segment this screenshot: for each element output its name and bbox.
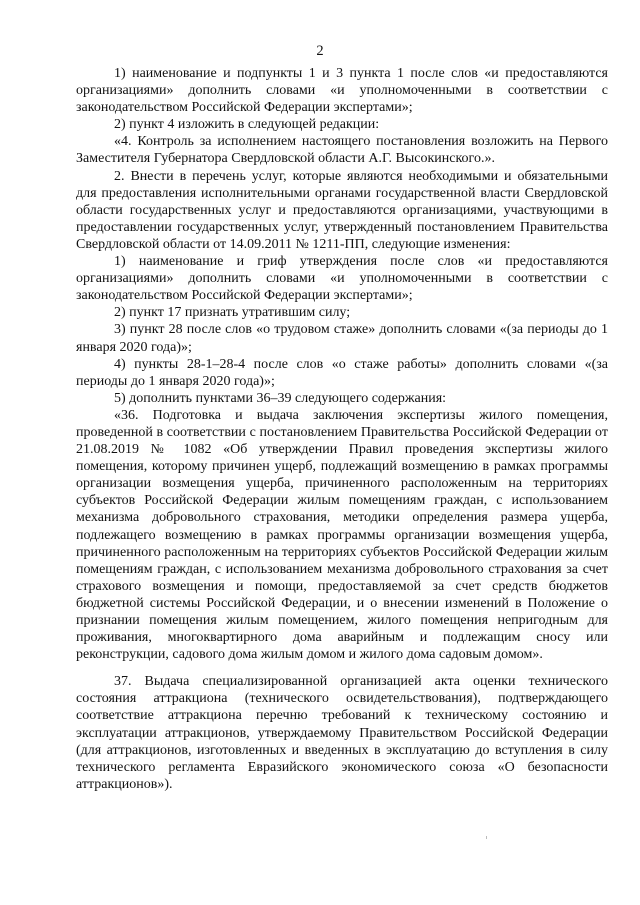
paragraph-1-1: 1) наименование и подпункты 1 и 3 пункта 1 после слов «и предоставляются организациями» дополнить словами «и уполномоченными в соответствии с законодательством Российской Федерации экспертами»; xyxy=(76,66,608,116)
paragraph-item-37: 37. Выдача специализированной организацией акта оценки технического состояния аттракциона (технического освидетельствования), подтверждающего соответствие аттракциона перечню требований к техническому состоянию и эксплуатации аттракционов, утверждаемому Правительством Российской Федерации (для аттракционов, изготовленных и введенных в эксплуатацию до вступления в силу технического регламента Евразийского экономического союза «О безопасности аттракционов»). xyxy=(76,674,608,792)
paragraph-quoted-4: «4. Контроль за исполнением настоящего постановления возложить на Первого Заместителя Губернатора Свердловской области А.Г. Высокинского.». xyxy=(76,134,608,167)
page-number: 2 xyxy=(316,43,324,59)
document-body xyxy=(76,65,608,793)
paragraph-2-5: 5) дополнить пунктами 36–39 следующего содержания: xyxy=(114,390,447,406)
paragraph-2-2: 2) пункт 17 признать утратившим силу; xyxy=(114,305,351,321)
paragraph-1-2: 2) пункт 4 изложить в следующей редакции: xyxy=(114,117,380,133)
paragraph-2-1: 1) наименование и гриф утверждения после слов «и предоставляются организациями» дополнить словами «и уполномоченными в соответствии с законодательством Российской Федерации экспертами»; xyxy=(76,254,608,304)
scan-mark xyxy=(486,836,487,839)
paragraph-2: 2. Внести в перечень услуг, которые являются необходимыми и обязательными для предоставления исполнительными органами государственной власти Свердловской области государственных услуг и предоставляются организациями, участвующими в предоставлении государственных услуг, утвержденный постановлением Правительства Свердловской области от 14.09.2011 № 1211-ПП, следующие изменения: xyxy=(76,168,608,252)
paragraph-2-4: 4) пункты 28-1–28-4 после слов «о стаже работы» дополнить словами «(за периоды до 1 января 2020 года)»; xyxy=(76,356,608,389)
paragraph-item-36: «36. Подготовка и выдача заключения экспертизы жилого помещения, проведенной в соответствии с постановлением Правительства Российской Федерации от 21.08.2019 № 1082 «Об утверждении Правил проведения экспертизы жилого помещения, которому причинен ущерб, подлежащий возмещению в рамках программы организации возмещения ущерба, причиненного расположенным на территориях субъектов Российской Федерации жилым помещениям граждан, с использованием механизма добровольного страхования, методики определения размера ущерба, подлежащего возмещению в рамках программы организации возмещения ущерба, причиненного расположенным на территориях субъектов Российской Федерации жилым помещениям граждан, с использованием механизма добровольного страхования за счет страхового возмещения и помощи, предоставляемой за счет средств бюджетов бюджетной системы Российской Федерации, и о внесении изменений в Положение о признании помещения жилым помещением, жилого помещения непригодным для проживания, многоквартирного дома аварийным и подлежащим сносу или реконструкции, садового дома жилым домом и жилого дома садовым домом». xyxy=(76,407,608,663)
paragraph-2-3: 3) пункт 28 после слов «о трудовом стаже» дополнить словами «(за периоды до 1 января 2020 года)»; xyxy=(76,322,608,355)
